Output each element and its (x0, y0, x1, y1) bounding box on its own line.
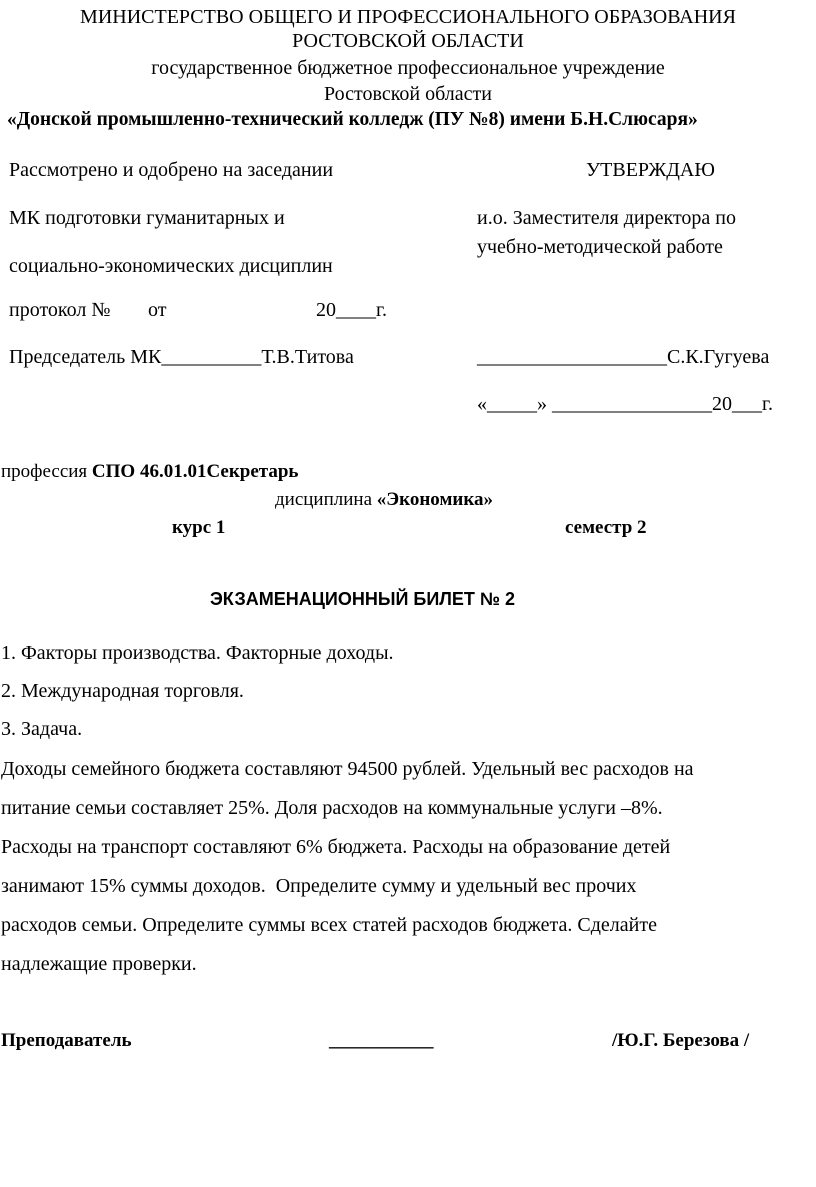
task-line: Расходы на транспорт составляют 6% бюджета. Расходы на образование детей (1, 836, 671, 858)
approve-heading: УТВЕРЖДАЮ (586, 159, 715, 181)
college-name: «Донской промышленно-технический колледж (ПУ №8) имени Б.Н.Слюсаря» (7, 109, 698, 130)
ticket-title: ЭКЗАМЕНАЦИОННЫЙ БИЛЕТ № 2 (210, 589, 515, 609)
ministry-title: МИНИСТЕРСТВО ОБЩЕГО И ПРОФЕССИОНАЛЬНОГО ОБРАЗОВАНИЯ (80, 6, 736, 28)
chairman-line: Председатель МК__________Т.В.Титова (9, 346, 354, 368)
teacher-signature-line: ___________ (329, 1030, 434, 1051)
discipline-label: дисциплина (275, 489, 377, 510)
reviewed-line: Рассмотрено и одобрено на заседании (9, 159, 334, 181)
question-3: 3. Задача. (1, 718, 83, 740)
task-line: надлежащие проверки. (1, 953, 197, 975)
task-line: питание семьи составляет 25%. Доля расходов на коммунальные услуги –8%. (1, 797, 663, 819)
deputy-director-line-1: и.о. Заместителя директора по (477, 207, 737, 229)
teacher-label: Преподаватель (1, 1030, 132, 1051)
profession-line (1, 462, 298, 481)
profession-label: профессия (1, 461, 92, 482)
institution-region: Ростовской области (324, 83, 492, 105)
course-label: курс 1 (172, 517, 226, 538)
discipline-value: «Экономика» (376, 489, 493, 510)
question-1: 1. Факторы производства. Факторные доходы. (1, 642, 394, 664)
semester-label: семестр 2 (565, 517, 647, 538)
deputy-signature-line: ___________________С.К.Гугуева (477, 346, 770, 368)
task-line: расходов семьи. Определите суммы всех статей расходов бюджета. Сделайте (1, 914, 657, 936)
protocol-year: 20____г. (316, 299, 387, 321)
protocol-from: от (148, 299, 167, 321)
task-line: Доходы семейного бюджета составляют 94500 рублей. Удельный вес расходов на (1, 758, 694, 780)
profession-value: СПО 46.01.01Секретарь (91, 461, 299, 482)
discipline-line (275, 490, 493, 509)
commission-line-2: социально-экономических дисциплин (9, 255, 333, 277)
question-2: 2. Международная торговля. (1, 680, 244, 702)
teacher-name: /Ю.Г. Березова / (612, 1030, 750, 1051)
approval-date-line: «_____» ________________20___г. (477, 393, 773, 415)
institution-type: государственное бюджетное профессиональное учреждение (151, 57, 665, 79)
commission-line-1: МК подготовки гуманитарных и (9, 207, 285, 229)
protocol-label: протокол № (9, 299, 111, 321)
region-title: РОСТОВСКОЙ ОБЛАСТИ (292, 30, 524, 52)
task-line: занимают 15% суммы доходов. Определите сумму и удельный вес прочих (1, 875, 637, 897)
deputy-director-line-2: учебно-методической работе (477, 236, 723, 258)
